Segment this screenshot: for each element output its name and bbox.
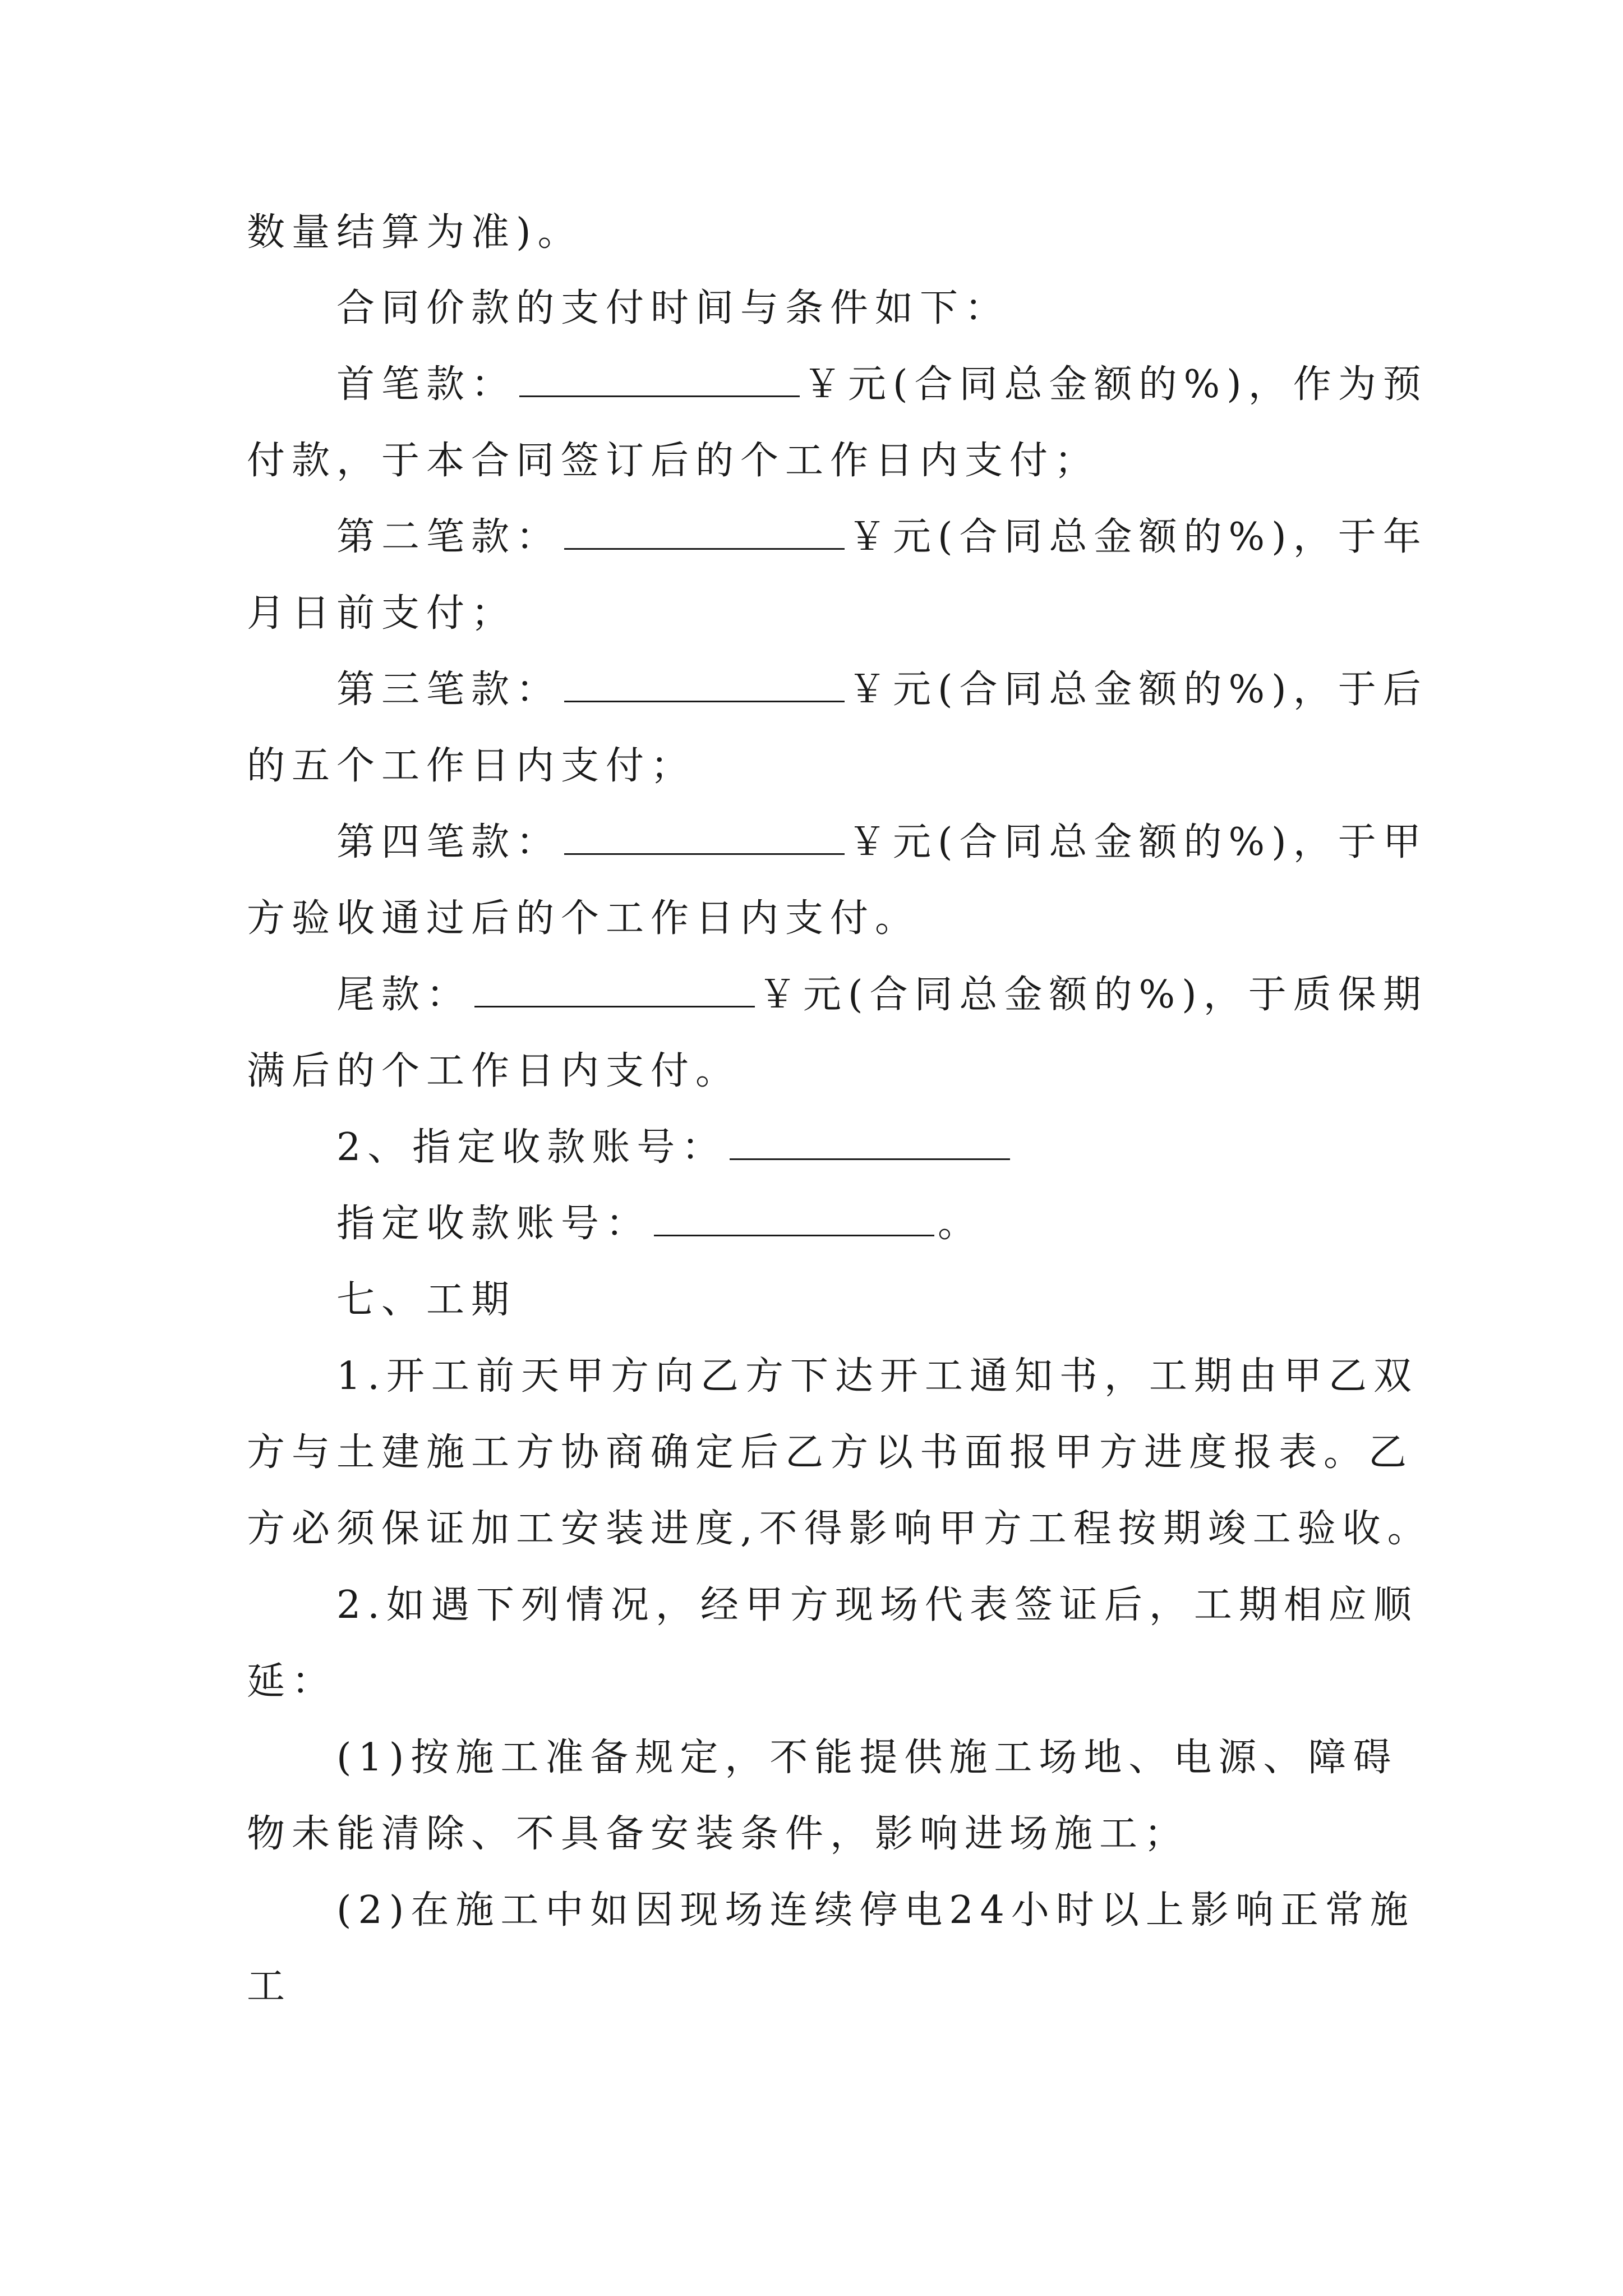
paragraph-line: 1.开工前天甲方向乙方下达开工通知书，工期由甲乙双: [336, 1354, 1418, 1398]
paragraph-line: 工: [247, 1964, 292, 2009]
payment-line-fourth: [336, 815, 1428, 871]
payment-label: 第三笔款：: [336, 668, 561, 712]
blank-underline: [564, 820, 845, 855]
paragraph-line: 的五个工作日内支付；: [247, 744, 696, 788]
blank-underline: [730, 1125, 1010, 1160]
paragraph-line: 方与土建施工方协商确定后乙方以书面报甲方进度报表。乙: [247, 1430, 1414, 1475]
payment-label: 首笔款：: [336, 362, 517, 407]
paragraph-line: 满后的个工作日内支付。: [247, 1049, 741, 1093]
account-label: 指定收款账号：: [336, 1202, 651, 1246]
blank-underline: [519, 362, 800, 397]
paragraph-line: (2)在施工中如因现场连续停电24小时以上影响正常施: [336, 1888, 1415, 1932]
account-line: [336, 1120, 1013, 1176]
paragraph-line: 延：: [247, 1659, 337, 1704]
paragraph-line: 2.如遇下列情况，经甲方现场代表签证后，工期相应顺: [336, 1583, 1418, 1627]
paragraph-line: 月日前支付；: [247, 591, 517, 636]
payment-terms: ￥元(合同总金额的%)，于甲: [848, 820, 1428, 864]
paragraph-line: 物未能清除、不具备安装条件，影响进场施工；: [247, 1812, 1189, 1856]
account-line: [336, 1196, 983, 1252]
payment-line-third: [336, 662, 1428, 718]
account-suffix: 。: [938, 1202, 983, 1246]
payment-label: 第四笔款：: [336, 820, 561, 864]
blank-underline: [564, 514, 845, 550]
account-label: 2、指定收款账号：: [336, 1125, 727, 1170]
paragraph-line: 合同价款的支付时间与条件如下：: [336, 286, 1010, 330]
blank-underline: [654, 1201, 934, 1236]
payment-terms: ￥元(合同总金额的%)，于质保期: [758, 973, 1428, 1017]
blank-underline: [564, 667, 845, 702]
payment-label: 第二笔款：: [336, 515, 561, 559]
payment-line-second: [336, 509, 1428, 565]
paragraph-line: 付款，于本合同签订后的个工作日内支付；: [247, 439, 1100, 483]
paragraph-line: 数量结算为准)。: [247, 210, 583, 255]
paragraph-line: 方必须保证加工安装进度,不得影响甲方工程按期竣工验收。: [247, 1507, 1432, 1551]
payment-line-first: [336, 357, 1428, 413]
blank-underline: [474, 972, 755, 1007]
payment-terms: ￥元(合同总金额的%)，于年: [848, 515, 1428, 559]
payment-terms: ￥元(合同总金额的%)，作为预: [803, 362, 1428, 407]
payment-terms: ￥元(合同总金额的%)，于后: [848, 668, 1428, 712]
payment-line-final: [336, 967, 1428, 1023]
section-heading: 七、工期: [336, 1278, 517, 1322]
payment-label: 尾款：: [336, 973, 472, 1017]
paragraph-line: 方验收通过后的个工作日内支付。: [247, 896, 920, 941]
paragraph-line: (1)按施工准备规定，不能提供施工场地、电源、障碍: [336, 1736, 1398, 1780]
